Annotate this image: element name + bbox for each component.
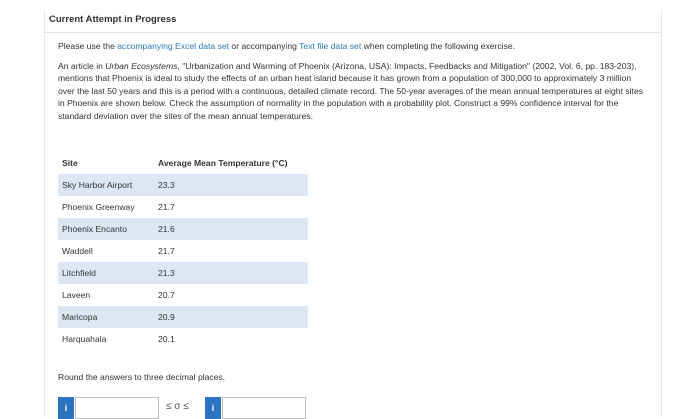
problem-part1: An article in: [58, 60, 106, 71]
answer-row: [58, 397, 338, 419]
site-cell: Phoenix Greenway: [62, 202, 135, 212]
table-header-row: [58, 158, 308, 174]
info-icon[interactable]: i: [58, 397, 74, 419]
column-header-site: Site: [62, 158, 78, 168]
temperature-cell: 20.9: [154, 306, 308, 328]
table-row: [58, 196, 308, 218]
temperature-cell: 20.7: [158, 290, 175, 300]
excel-data-link[interactable]: accompanying Excel data set: [117, 41, 230, 51]
question-panel: [44, 10, 662, 417]
panel-header: [45, 10, 661, 33]
instructions-suffix: when completing the following exercise.: [361, 41, 516, 51]
table-row: [58, 174, 308, 196]
problem-part2: , "Urbanization and Warming of Phoenix (Arizona, USA): Impacts, Feedbacks and Mitigation" (2002, Vol. 6, pp. 183-203), mentions that Phoenix is ideal to study the effects of an urban heat island because it has grown from a population of 300,000 to approximately 3 million over the last 50 years and this is a period with a continuous, detailed climate record. The 50-year averages of the mean annual temperatures at eight sites in Phoenix are shown below. Check the assumption of normality in the population with a probability plot. Construct a 99% confidence interval for the standard deviation over the sites of the mean annual temperatures.: [58, 60, 644, 121]
upper-bound-input[interactable]: [222, 397, 306, 419]
temperature-cell: 23.3: [154, 174, 308, 196]
rounding-instruction: Round the answers to three decimal places.: [58, 372, 226, 382]
text-data-link[interactable]: Text file data set: [299, 41, 362, 51]
table-row: [58, 262, 308, 284]
temperature-table: [58, 158, 308, 350]
temperature-cell: 20.1: [158, 334, 175, 344]
table-row: [58, 240, 308, 262]
temperature-cell: 21.6: [154, 218, 308, 240]
instructions-prefix: Please use the: [58, 41, 118, 51]
site-cell: Maricopa: [58, 306, 154, 328]
site-cell: Laveen: [62, 290, 91, 300]
journal-name: Urban Ecosystems: [105, 60, 178, 71]
page-title: Current Attempt in Progress: [49, 14, 177, 25]
inequality-label: ≤ σ ≤: [166, 401, 189, 412]
temperature-cell: 21.7: [158, 202, 175, 212]
site-cell: Phoenix Encanto: [58, 218, 154, 240]
table-row: [58, 306, 308, 328]
site-cell: Litchfield: [58, 262, 154, 284]
temperature-cell: 21.7: [158, 246, 175, 256]
lower-bound-input[interactable]: [75, 397, 159, 419]
table-row: [58, 284, 308, 306]
site-cell: Harquahala: [62, 334, 107, 344]
site-cell: Sky Harbor Airport: [58, 174, 154, 196]
table-row: [58, 218, 308, 240]
table-row: [58, 328, 308, 350]
instructions-text: [58, 40, 648, 53]
column-header-temperature: Average Mean Temperature (°C): [158, 158, 288, 168]
problem-text: [58, 60, 648, 123]
info-icon[interactable]: i: [205, 397, 221, 419]
site-cell: Waddell: [62, 246, 93, 256]
question-content: [58, 40, 648, 123]
instructions-middle: or accompanying: [229, 41, 300, 51]
temperature-cell: 21.3: [154, 262, 308, 284]
